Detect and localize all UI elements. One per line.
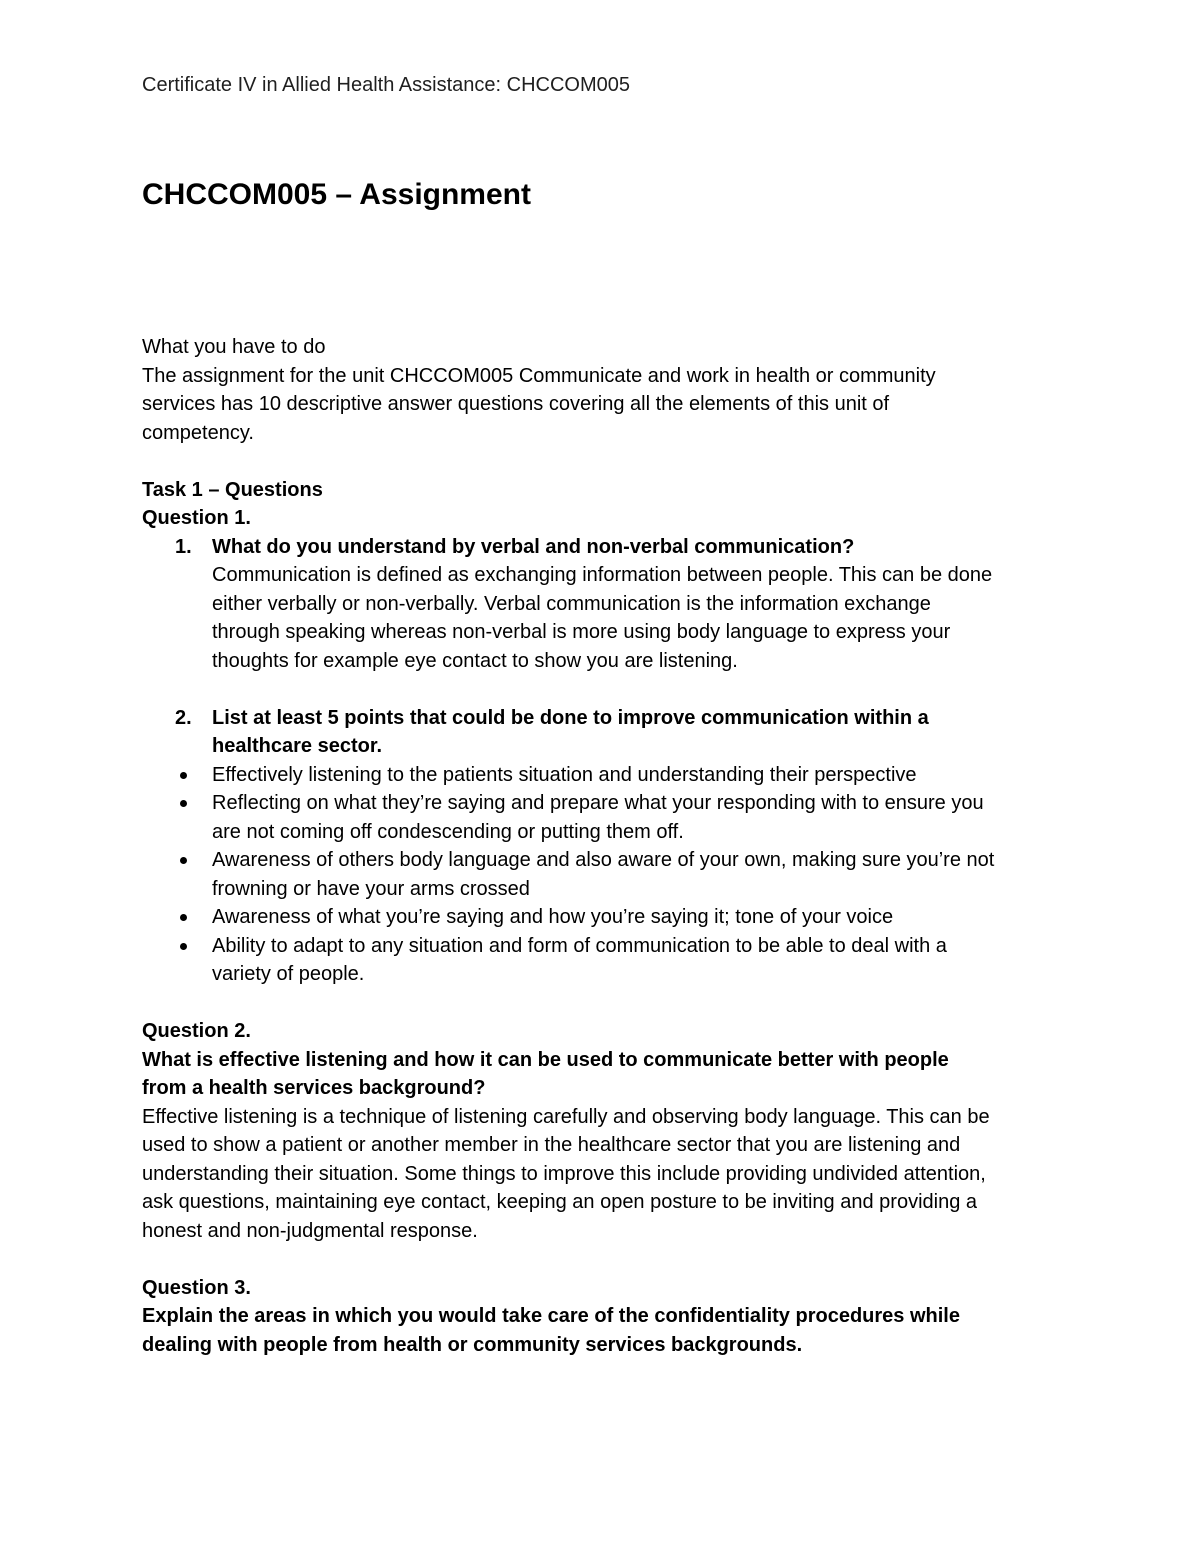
bullet-item [142,761,1072,790]
bullet-line: frowning or have your arms crossed [212,877,530,900]
spacer [142,675,1072,704]
bullet-icon [180,800,187,807]
bullet-line: Awareness of others body language and also aware of your own, making sure you’re not [212,849,995,871]
numbered-item-1 [142,533,1072,676]
bullet-icon [180,914,187,921]
question-2-line: What is effective listening and how it can be used to communicate better with people [142,1048,949,1071]
bullet-icon [180,857,187,864]
document-title: CHCCOM005 – Assignment [142,178,531,211]
question-1-heading: Question 1. [142,507,251,529]
spacer [142,447,1072,476]
bullet-item [142,789,1072,846]
answer-line: through speaking whereas non-verbal is more using body language to express your [212,621,951,643]
answer-line: ask questions, maintaining eye contact, keeping an open posture to be inviting and providing a [142,1191,977,1213]
question-2-heading: Question 2. [142,1020,251,1042]
numbered-item-2 [142,704,1072,761]
question-3-heading: Question 3. [142,1276,251,1299]
question-3-line: dealing with people from health or community services backgrounds. [142,1333,803,1356]
spacer [142,989,1072,1018]
bullet-item [142,932,1072,989]
item-question-line: healthcare sector. [212,735,383,757]
answer-line: understanding their situation. Some things to improve this include providing undivided attention, [142,1162,986,1185]
answer-line: either verbally or non-verbally. Verbal communication is the information exchange [212,592,931,615]
question-3-line: Explain the areas in which you would take care of the confidentiality procedures while [142,1305,960,1327]
answer-line: honest and non-judgmental response. [142,1219,478,1242]
bullet-line: Ability to adapt to any situation and form of communication to be able to deal with a [212,934,947,957]
answer-line: thoughts for example eye contact to show you are listening. [212,649,738,672]
bullet-line: variety of people. [212,963,365,985]
intro-line: competency. [142,421,254,444]
question-2-line: from a health services background? [142,1077,486,1099]
bullet-item [142,903,1072,932]
item-question-line: List at least 5 points that could be done to improve communication within a [212,706,929,729]
bullet-icon [180,943,187,950]
bullet-icon [180,772,187,779]
bullet-line: are not coming off condescending or putting them off. [212,820,684,843]
bullet-line: Awareness of what you’re saying and how you’re saying it; tone of your voice [212,906,894,928]
spacer [142,1245,1072,1274]
bullet-item [142,846,1072,903]
document-body [142,333,1072,1359]
item-number: 1. [175,535,192,558]
running-header: Certificate IV in Allied Health Assistance: CHCCOM005 [142,74,630,96]
intro-line: services has 10 descriptive answer questions covering all the elements of this unit of [142,393,890,415]
task-heading: Task 1 – Questions [142,478,323,501]
item-question: What do you understand by verbal and non-verbal communication? [212,535,855,558]
intro-heading: What you have to do [142,336,326,358]
bullet-line: Effectively listening to the patients situation and understanding their perspective [212,763,917,786]
intro-line: The assignment for the unit CHCCOM005 Communicate and work in health or community [142,364,936,387]
item-number: 2. [175,706,192,729]
answer-line: Effective listening is a technique of listening carefully and observing body language. This can be [142,1105,990,1128]
answer-line: Communication is defined as exchanging information between people. This can be done [212,564,993,586]
bullet-line: Reflecting on what they’re saying and prepare what your responding with to ensure you [212,792,984,814]
answer-line: used to show a patient or another member in the healthcare sector that you are listening and [142,1134,961,1156]
